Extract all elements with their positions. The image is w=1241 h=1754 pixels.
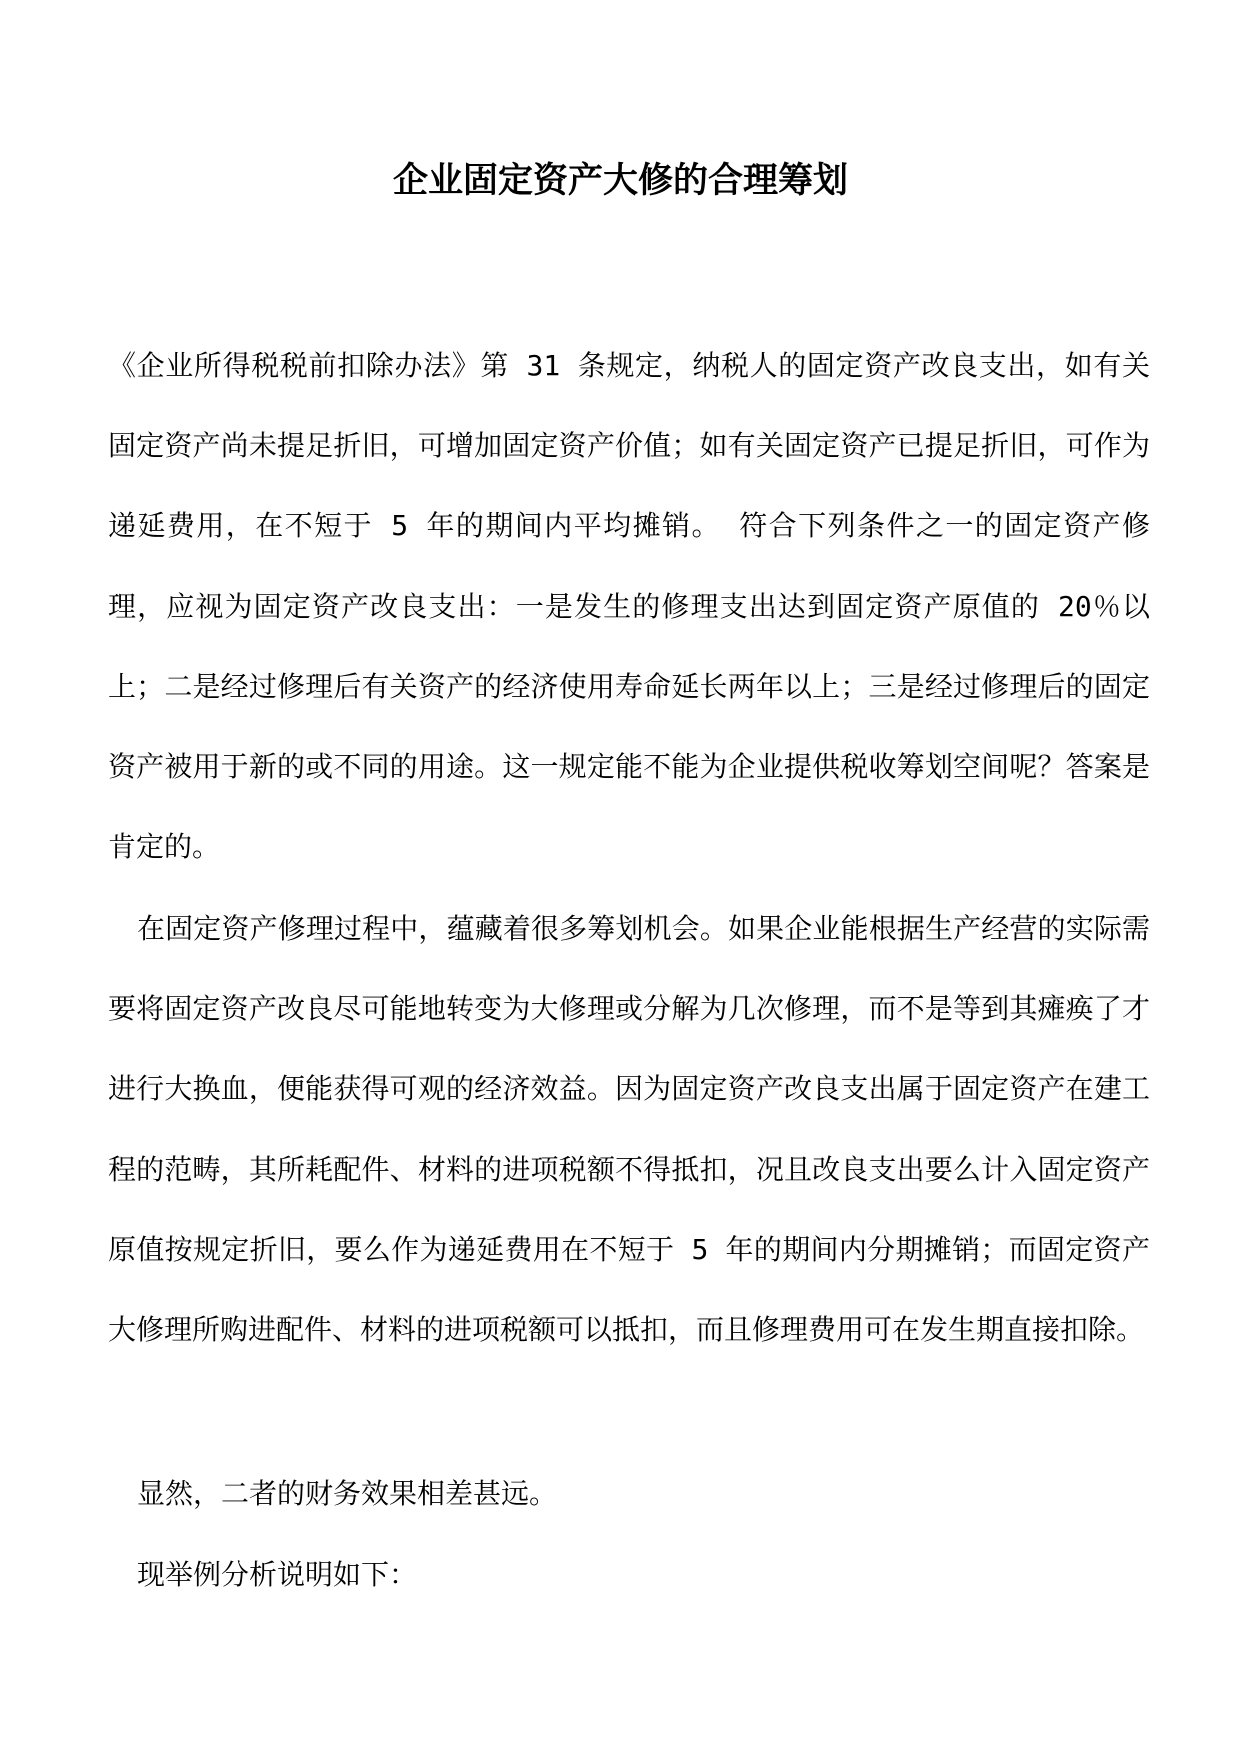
paragraph-deduction-rules: 《企业所得税税前扣除办法》第 31 条规定，纳税人的固定资产改良支出，如有关固定资产尚未提足折旧，可增加固定资产价值；如有关固定资产已提足折旧，可作为递延费用，在不短于 5 年的期间内平均摊销。 符合下列条件之一的固定资产修理，应视为固定资产改良支出：一是发生的修理支出达到固定资产原值的 20％以上；二是经过修理后有关资产的经济使用寿命延长两年以上；三是经过修理后的固定资产被用于新的或不同的用途。这一规定能不能为企业提供税收筹划空间呢？答案是肯定的。	[108, 349, 1150, 864]
paragraph-comparison: 显然，二者的财务效果相差甚远。	[137, 1477, 558, 1510]
paragraph-example-intro: 现举例分析说明如下：	[137, 1558, 418, 1591]
paragraph-planning-opportunity: 在固定资产修理过程中，蕴藏着很多筹划机会。如果企业能根据生产经营的实际需要将固定资产改良尽可能地转变为大修理或分解为几次修理，而不是等到其瘫痪了才进行大换血，便能获得可观的经济效益。因为固定资产改良支出属于固定资产在建工程的范畴，其所耗配件、材料的进项税额不得抵扣，况且改良支出要么计入固定资产原值按规定折旧，要么作为递延费用在不短于 5 年的期间内分期摊销；而固定资产大修理所购进配件、材料的进项税额可以抵扣，而且修理费用可在发生期直接扣除。	[108, 912, 1150, 1347]
document-title: 企业固定资产大修的合理筹划	[392, 160, 848, 201]
